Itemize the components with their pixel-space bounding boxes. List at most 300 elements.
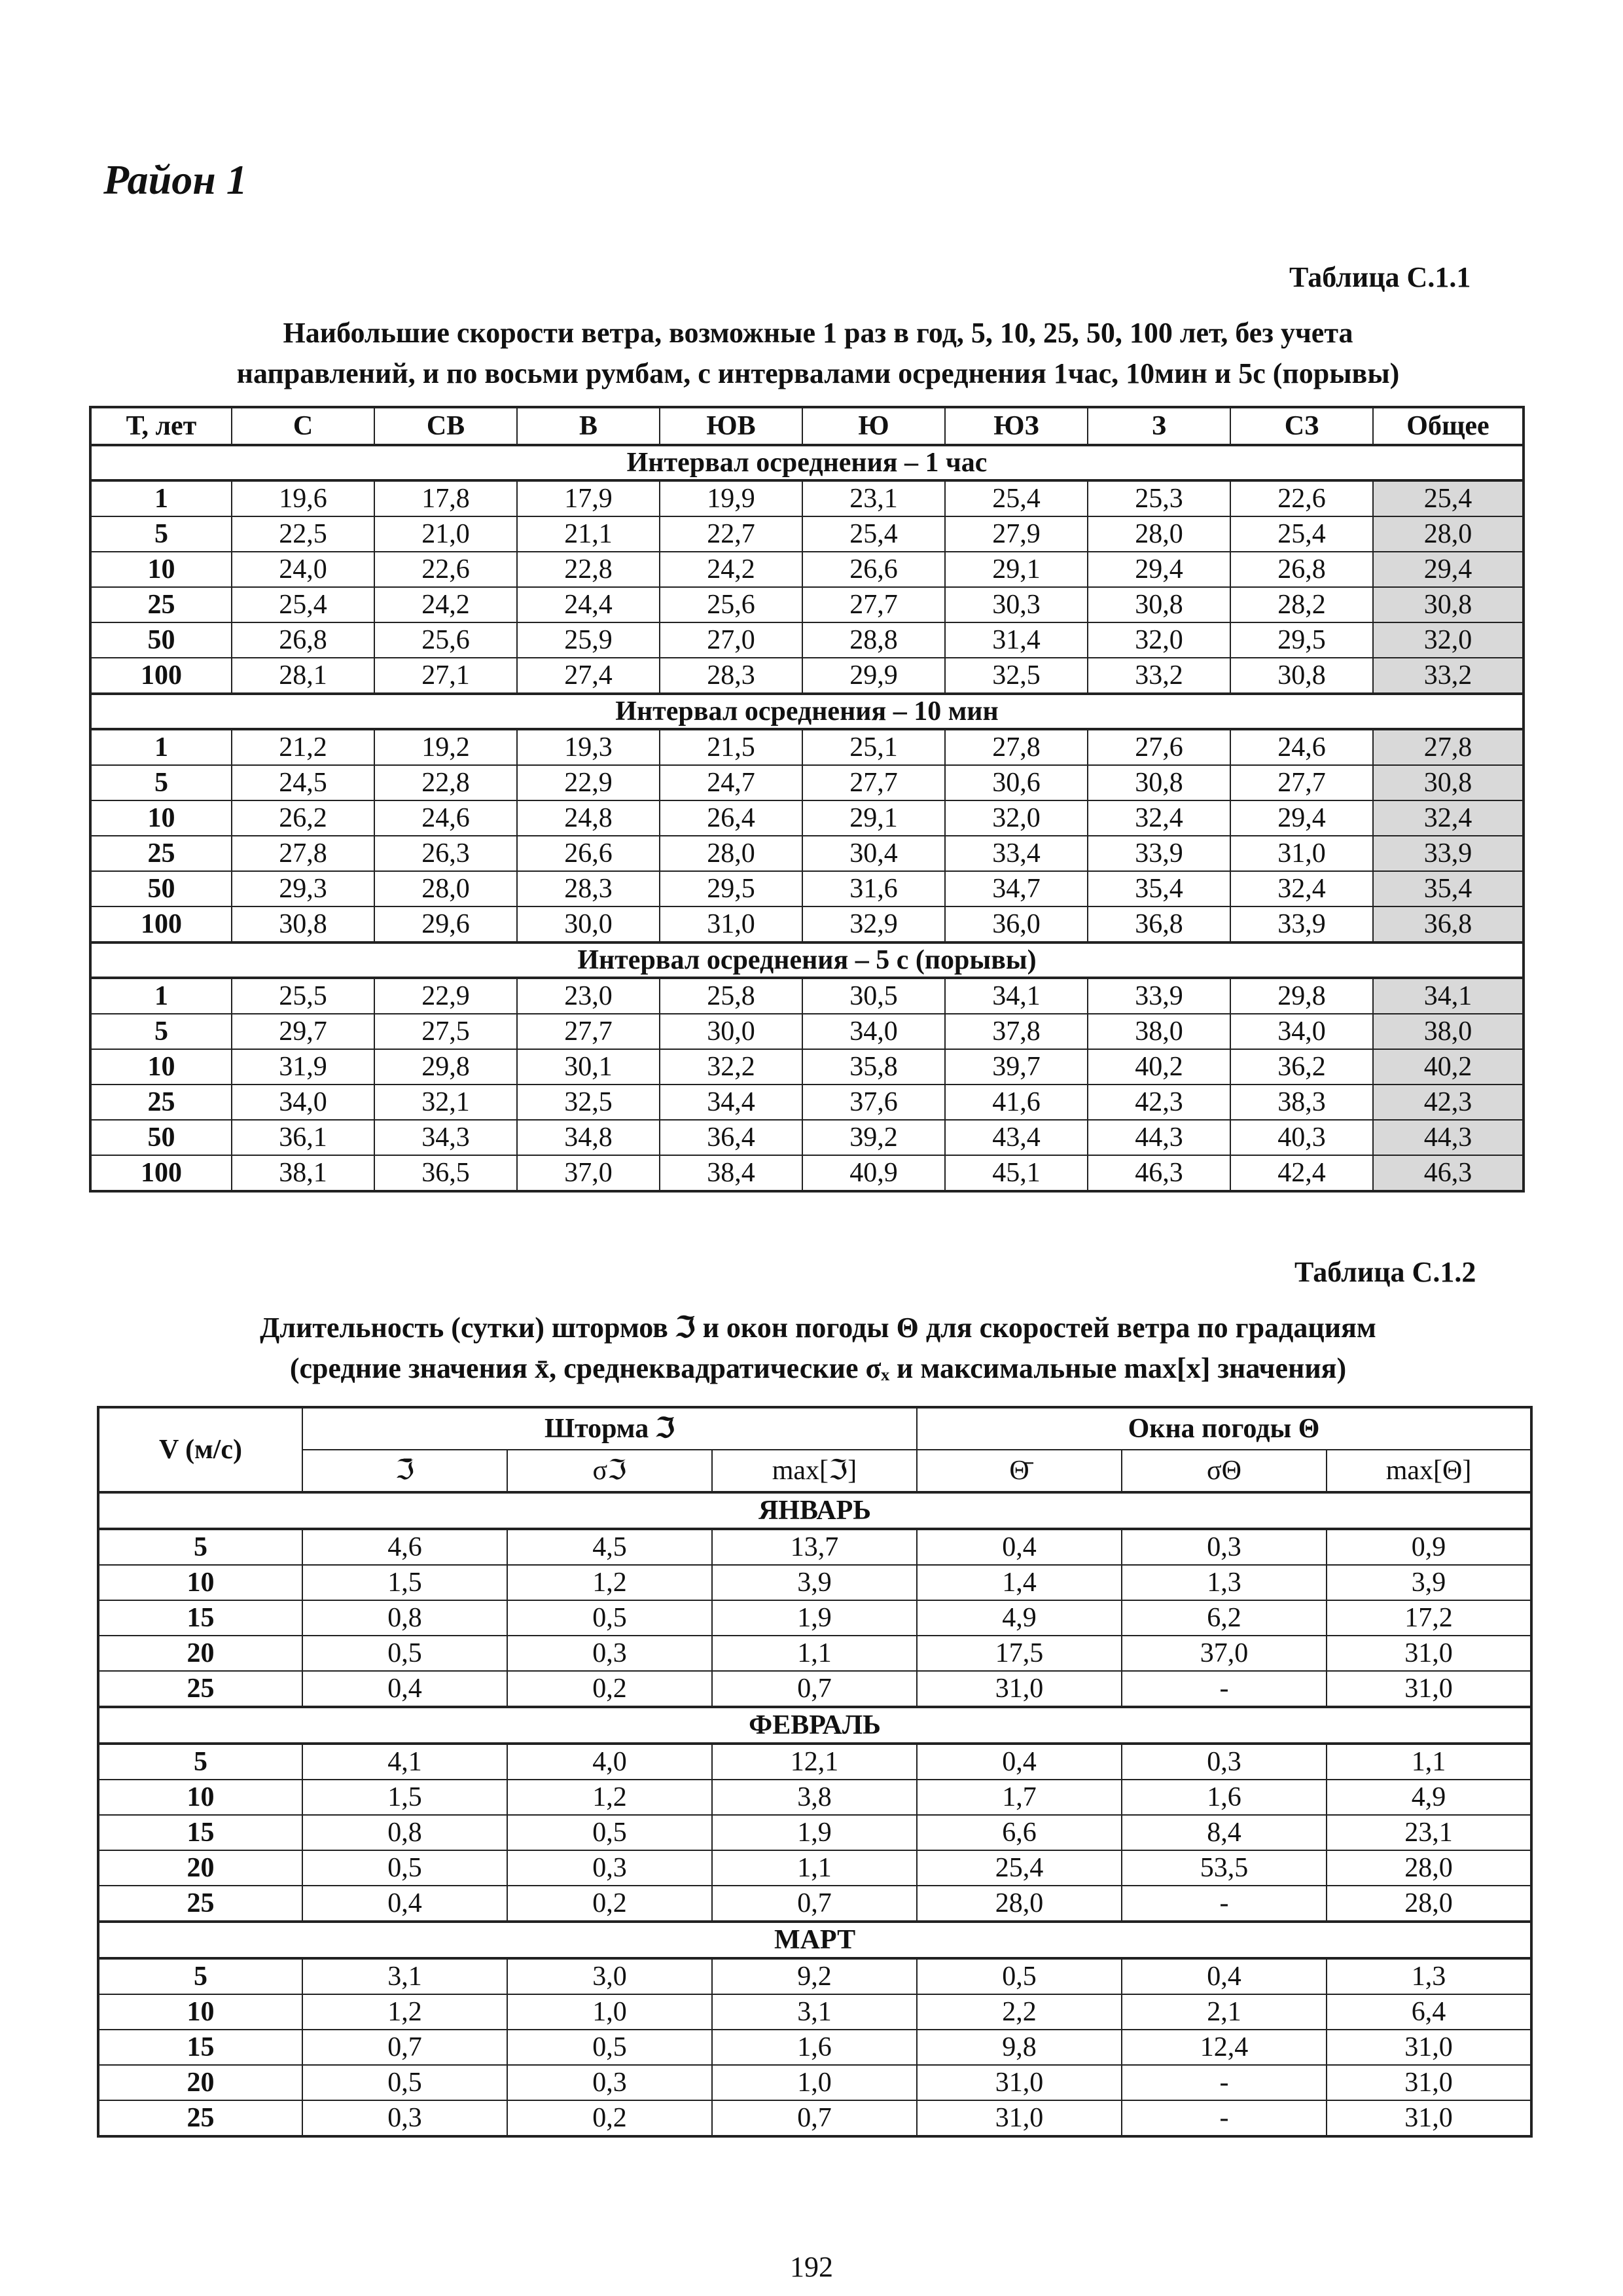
value-cell: 32,5 — [517, 1085, 660, 1120]
speed-cell: 15 — [98, 1815, 302, 1850]
speed-cell: 25 — [98, 1886, 302, 1922]
value-cell: 30,8 — [1088, 587, 1230, 622]
subheader: max[Θ] — [1327, 1450, 1531, 1492]
value-cell: 0,4 — [302, 1886, 507, 1922]
column-header: С — [232, 407, 374, 445]
table-row — [90, 480, 1524, 516]
value-cell: 40,9 — [802, 1155, 945, 1191]
value-cell: 33,9 — [1088, 836, 1230, 871]
value-cell: 34,0 — [232, 1085, 374, 1120]
value-cell: 29,9 — [802, 658, 945, 694]
table-row — [90, 729, 1524, 765]
period-cell: 25 — [90, 836, 232, 871]
value-cell: 1,6 — [1122, 1780, 1327, 1815]
speed-cell: 25 — [98, 2100, 302, 2136]
header-v: V (м/с) — [98, 1407, 302, 1492]
table-row — [90, 800, 1524, 836]
value-cell: 9,8 — [917, 2030, 1122, 2065]
period-cell: 50 — [90, 1120, 232, 1155]
value-cell: 32,1 — [374, 1085, 517, 1120]
value-cell: 0,5 — [917, 1958, 1122, 1994]
value-cell: 24,6 — [1230, 729, 1373, 765]
value-cell: 12,4 — [1122, 2030, 1327, 2065]
value-cell: 19,6 — [232, 480, 374, 516]
column-header: ЮВ — [660, 407, 802, 445]
period-cell: 5 — [90, 516, 232, 552]
value-cell: 39,2 — [802, 1120, 945, 1155]
period-cell: 10 — [90, 800, 232, 836]
value-cell: 35,4 — [1373, 871, 1524, 906]
value-cell: 30,0 — [660, 1014, 802, 1049]
value-cell: 22,5 — [232, 516, 374, 552]
page-number: 192 — [790, 2251, 833, 2283]
value-cell: 37,0 — [517, 1155, 660, 1191]
value-cell: 35,8 — [802, 1049, 945, 1085]
value-cell: 0,7 — [712, 2100, 917, 2136]
value-cell: 0,8 — [302, 1815, 507, 1850]
speed-cell: 15 — [98, 1600, 302, 1636]
month-row — [98, 1922, 1531, 1958]
value-cell: 0,5 — [302, 1636, 507, 1671]
value-cell: 40,3 — [1230, 1120, 1373, 1155]
value-cell: 31,0 — [1327, 2065, 1531, 2100]
value-cell: - — [1122, 1886, 1327, 1922]
month-title: ЯНВАРЬ — [98, 1492, 1531, 1529]
value-cell: 0,2 — [507, 2100, 712, 2136]
value-cell: 21,2 — [232, 729, 374, 765]
section-title: Интервал осреднения – 5 с (порывы) — [90, 942, 1524, 978]
value-cell: 39,7 — [945, 1049, 1088, 1085]
month-row — [98, 1707, 1531, 1744]
value-cell: 32,0 — [945, 800, 1088, 836]
table-row — [98, 1815, 1531, 1850]
value-cell: 4,1 — [302, 1744, 507, 1780]
value-cell: 26,8 — [1230, 552, 1373, 587]
table-row — [98, 1636, 1531, 1671]
value-cell: 33,9 — [1230, 906, 1373, 942]
value-cell: 32,5 — [945, 658, 1088, 694]
value-cell: 38,0 — [1088, 1014, 1230, 1049]
month-row — [98, 1492, 1531, 1529]
value-cell: 3,0 — [507, 1958, 712, 1994]
value-cell: 0,4 — [1122, 1958, 1327, 1994]
value-cell: 30,8 — [1373, 765, 1524, 800]
value-cell: 32,0 — [1088, 622, 1230, 658]
subheader: Θ̄ — [917, 1450, 1122, 1492]
value-cell: 25,4 — [1373, 480, 1524, 516]
value-cell: 27,7 — [1230, 765, 1373, 800]
value-cell: 40,2 — [1373, 1049, 1524, 1085]
value-cell: - — [1122, 2065, 1327, 2100]
value-cell: 31,0 — [1327, 1636, 1531, 1671]
value-cell: 0,5 — [302, 2065, 507, 2100]
column-header: Т, лет — [90, 407, 232, 445]
section-row — [90, 445, 1524, 480]
speed-cell: 20 — [98, 1636, 302, 1671]
value-cell: 34,0 — [802, 1014, 945, 1049]
column-header: ЮЗ — [945, 407, 1088, 445]
value-cell: 34,3 — [374, 1120, 517, 1155]
value-cell: 1,4 — [917, 1565, 1122, 1600]
value-cell: 28,0 — [374, 871, 517, 906]
period-cell: 1 — [90, 480, 232, 516]
value-cell: 19,9 — [660, 480, 802, 516]
value-cell: 33,9 — [1373, 836, 1524, 871]
value-cell: 25,5 — [232, 978, 374, 1014]
value-cell: 23,0 — [517, 978, 660, 1014]
value-cell: 2,1 — [1122, 1994, 1327, 2030]
table2-caption-line1: Длительность (сутки) штормов ℑ и окон погоды Θ для скоростей ветра по градациям — [260, 1312, 1376, 1344]
value-cell: 21,1 — [517, 516, 660, 552]
value-cell: 41,6 — [945, 1085, 1088, 1120]
period-cell: 25 — [90, 587, 232, 622]
value-cell: 0,7 — [712, 1671, 917, 1707]
speed-cell: 25 — [98, 1671, 302, 1707]
value-cell: 31,4 — [945, 622, 1088, 658]
value-cell: 1,1 — [1327, 1744, 1531, 1780]
period-cell: 25 — [90, 1085, 232, 1120]
value-cell: 29,4 — [1373, 552, 1524, 587]
section-title: Интервал осреднения – 1 час — [90, 445, 1524, 480]
speed-cell: 20 — [98, 1850, 302, 1886]
value-cell: 32,9 — [802, 906, 945, 942]
section-row — [90, 694, 1524, 729]
value-cell: 37,8 — [945, 1014, 1088, 1049]
value-cell: 30,8 — [1230, 658, 1373, 694]
value-cell: 36,5 — [374, 1155, 517, 1191]
value-cell: 0,2 — [507, 1886, 712, 1922]
column-header: Ю — [802, 407, 945, 445]
section-title: Интервал осреднения – 10 мин — [90, 694, 1524, 729]
value-cell: 25,6 — [660, 587, 802, 622]
table1-caption — [131, 313, 1505, 394]
value-cell: 0,5 — [507, 2030, 712, 2065]
value-cell: 46,3 — [1373, 1155, 1524, 1191]
value-cell: 25,9 — [517, 622, 660, 658]
value-cell: 32,4 — [1373, 800, 1524, 836]
value-cell: 0,4 — [917, 1529, 1122, 1565]
value-cell: 1,9 — [712, 1600, 917, 1636]
value-cell: 3,8 — [712, 1780, 917, 1815]
table-row — [98, 1565, 1531, 1600]
value-cell: 27,1 — [374, 658, 517, 694]
value-cell: 28,0 — [1327, 1886, 1531, 1922]
subheader: σℑ — [507, 1450, 712, 1492]
table-row — [98, 1529, 1531, 1565]
column-header: В — [517, 407, 660, 445]
value-cell: 24,4 — [517, 587, 660, 622]
header-weather-windows: Окна погоды Θ — [917, 1407, 1531, 1450]
table-row — [98, 1780, 1531, 1815]
value-cell: 25,4 — [917, 1850, 1122, 1886]
value-cell: 26,6 — [517, 836, 660, 871]
table1-label: Таблица С.1.1 — [1289, 261, 1471, 293]
value-cell: - — [1122, 2100, 1327, 2136]
value-cell: 37,6 — [802, 1085, 945, 1120]
value-cell: 31,0 — [1327, 2030, 1531, 2065]
value-cell: 0,3 — [1122, 1744, 1327, 1780]
value-cell: 31,0 — [917, 2100, 1122, 2136]
table-row — [98, 1744, 1531, 1780]
value-cell: 32,0 — [1373, 622, 1524, 658]
table2-caption-line2: (средние значения x̄, среднеквадратические σₓ и максимальные max[x] значения) — [289, 1352, 1347, 1384]
speed-cell: 10 — [98, 1994, 302, 2030]
value-cell: 22,8 — [517, 552, 660, 587]
table2-subheader-row — [98, 1450, 1531, 1492]
value-cell: 34,1 — [1373, 978, 1524, 1014]
value-cell: 26,6 — [802, 552, 945, 587]
value-cell: 0,7 — [302, 2030, 507, 2065]
table-row — [98, 1958, 1531, 1994]
value-cell: 38,3 — [1230, 1085, 1373, 1120]
value-cell: 27,8 — [1373, 729, 1524, 765]
value-cell: 31,0 — [917, 2065, 1122, 2100]
value-cell: 30,8 — [232, 906, 374, 942]
value-cell: 30,8 — [1373, 587, 1524, 622]
subheader: σΘ — [1122, 1450, 1327, 1492]
value-cell: 29,8 — [374, 1049, 517, 1085]
value-cell: 0,3 — [507, 1636, 712, 1671]
value-cell: 32,4 — [1088, 800, 1230, 836]
value-cell: 25,4 — [945, 480, 1088, 516]
value-cell: 4,9 — [1327, 1780, 1531, 1815]
value-cell: 1,0 — [507, 1994, 712, 2030]
value-cell: 22,6 — [374, 552, 517, 587]
value-cell: 1,7 — [917, 1780, 1122, 1815]
value-cell: 24,0 — [232, 552, 374, 587]
value-cell: 27,8 — [945, 729, 1088, 765]
value-cell: 46,3 — [1088, 1155, 1230, 1191]
table1-header-row — [90, 407, 1524, 445]
value-cell: 21,0 — [374, 516, 517, 552]
value-cell: 23,1 — [802, 480, 945, 516]
table2-caption — [131, 1308, 1505, 1389]
value-cell: 29,1 — [945, 552, 1088, 587]
period-cell: 1 — [90, 729, 232, 765]
speed-cell: 5 — [98, 1529, 302, 1565]
value-cell: 38,4 — [660, 1155, 802, 1191]
value-cell: 26,2 — [232, 800, 374, 836]
table-row — [98, 1994, 1531, 2030]
value-cell: 30,0 — [517, 906, 660, 942]
value-cell: 22,9 — [517, 765, 660, 800]
value-cell: 29,5 — [1230, 622, 1373, 658]
value-cell: 32,2 — [660, 1049, 802, 1085]
value-cell: 24,2 — [660, 552, 802, 587]
value-cell: 29,1 — [802, 800, 945, 836]
value-cell: 27,4 — [517, 658, 660, 694]
value-cell: 31,9 — [232, 1049, 374, 1085]
value-cell: 30,8 — [1088, 765, 1230, 800]
value-cell: 34,8 — [517, 1120, 660, 1155]
value-cell: 0,4 — [302, 1671, 507, 1707]
value-cell: 29,6 — [374, 906, 517, 942]
storm-duration-table — [97, 1406, 1533, 2138]
table2-label: Таблица С.1.2 — [1294, 1256, 1476, 1288]
value-cell: 6,4 — [1327, 1994, 1531, 2030]
speed-cell: 15 — [98, 2030, 302, 2065]
value-cell: 33,9 — [1088, 978, 1230, 1014]
value-cell: 0,2 — [507, 1671, 712, 1707]
period-cell: 10 — [90, 552, 232, 587]
wind-speed-table — [89, 406, 1525, 1193]
period-cell: 50 — [90, 622, 232, 658]
value-cell: 28,0 — [1373, 516, 1524, 552]
value-cell: 22,7 — [660, 516, 802, 552]
value-cell: 28,3 — [517, 871, 660, 906]
value-cell: 36,8 — [1088, 906, 1230, 942]
value-cell: 17,5 — [917, 1636, 1122, 1671]
value-cell: 3,9 — [1327, 1565, 1531, 1600]
value-cell: 42,3 — [1088, 1085, 1230, 1120]
value-cell: 0,3 — [507, 1850, 712, 1886]
value-cell: 0,3 — [1122, 1529, 1327, 1565]
table-row — [90, 658, 1524, 694]
value-cell: 2,2 — [917, 1994, 1122, 2030]
value-cell: 29,8 — [1230, 978, 1373, 1014]
value-cell: 3,1 — [712, 1994, 917, 2030]
period-cell: 10 — [90, 1049, 232, 1085]
value-cell: 40,2 — [1088, 1049, 1230, 1085]
value-cell: 27,7 — [517, 1014, 660, 1049]
value-cell: 24,2 — [374, 587, 517, 622]
value-cell: 45,1 — [945, 1155, 1088, 1191]
table-row — [90, 1049, 1524, 1085]
value-cell: 17,2 — [1327, 1600, 1531, 1636]
value-cell: 33,4 — [945, 836, 1088, 871]
value-cell: 33,2 — [1373, 658, 1524, 694]
value-cell: 0,4 — [917, 1744, 1122, 1780]
value-cell: 3,9 — [712, 1565, 917, 1600]
header-storms: Шторма ℑ — [302, 1407, 917, 1450]
value-cell: 30,3 — [945, 587, 1088, 622]
value-cell: 27,7 — [802, 587, 945, 622]
value-cell: 26,3 — [374, 836, 517, 871]
value-cell: 30,5 — [802, 978, 945, 1014]
value-cell: 35,4 — [1088, 871, 1230, 906]
value-cell: 28,0 — [1088, 516, 1230, 552]
value-cell: 29,3 — [232, 871, 374, 906]
value-cell: 4,6 — [302, 1529, 507, 1565]
value-cell: 0,5 — [302, 1850, 507, 1886]
value-cell: 42,3 — [1373, 1085, 1524, 1120]
table-row — [90, 765, 1524, 800]
value-cell: 25,4 — [802, 516, 945, 552]
value-cell: 28,0 — [917, 1886, 1122, 1922]
value-cell: 1,1 — [712, 1850, 917, 1886]
region-title: Район 1 — [103, 156, 247, 203]
table-row — [98, 2030, 1531, 2065]
value-cell: 44,3 — [1088, 1120, 1230, 1155]
value-cell: 1,1 — [712, 1636, 917, 1671]
value-cell: 28,8 — [802, 622, 945, 658]
table-row — [90, 906, 1524, 942]
value-cell: 1,5 — [302, 1565, 507, 1600]
table-row — [98, 1671, 1531, 1707]
value-cell: 42,4 — [1230, 1155, 1373, 1191]
value-cell: 27,5 — [374, 1014, 517, 1049]
value-cell: 38,1 — [232, 1155, 374, 1191]
table-row — [90, 978, 1524, 1014]
value-cell: 22,9 — [374, 978, 517, 1014]
value-cell: 1,3 — [1327, 1958, 1531, 1994]
value-cell: 44,3 — [1373, 1120, 1524, 1155]
value-cell: 21,5 — [660, 729, 802, 765]
value-cell: 26,8 — [232, 622, 374, 658]
value-cell: 25,8 — [660, 978, 802, 1014]
value-cell: 23,1 — [1327, 1815, 1531, 1850]
value-cell: 0,9 — [1327, 1529, 1531, 1565]
period-cell: 1 — [90, 978, 232, 1014]
speed-cell: 5 — [98, 1744, 302, 1780]
column-header: Общее — [1373, 407, 1524, 445]
period-cell: 5 — [90, 1014, 232, 1049]
period-cell: 50 — [90, 871, 232, 906]
value-cell: 30,1 — [517, 1049, 660, 1085]
month-title: МАРТ — [98, 1922, 1531, 1958]
table-row — [90, 1014, 1524, 1049]
value-cell: 27,0 — [660, 622, 802, 658]
value-cell: 3,1 — [302, 1958, 507, 1994]
value-cell: 28,2 — [1230, 587, 1373, 622]
value-cell: 28,0 — [660, 836, 802, 871]
value-cell: 26,4 — [660, 800, 802, 836]
value-cell: 19,2 — [374, 729, 517, 765]
value-cell: 36,4 — [660, 1120, 802, 1155]
value-cell: 1,5 — [302, 1780, 507, 1815]
section-row — [90, 942, 1524, 978]
table-row — [98, 1850, 1531, 1886]
table-row — [90, 836, 1524, 871]
value-cell: 31,0 — [1327, 1671, 1531, 1707]
table-row — [90, 587, 1524, 622]
value-cell: 28,0 — [1327, 1850, 1531, 1886]
table1-caption-line2: направлений, и по восьми румбам, с интервалами осреднения 1час, 10мин и 5с (порывы) — [236, 357, 1400, 389]
value-cell: 31,0 — [917, 1671, 1122, 1707]
period-cell: 100 — [90, 906, 232, 942]
table-row — [90, 622, 1524, 658]
table-row — [90, 552, 1524, 587]
value-cell: 34,1 — [945, 978, 1088, 1014]
value-cell: 33,2 — [1088, 658, 1230, 694]
table-row — [98, 1886, 1531, 1922]
value-cell: 36,8 — [1373, 906, 1524, 942]
speed-cell: 5 — [98, 1958, 302, 1994]
value-cell: 29,7 — [232, 1014, 374, 1049]
value-cell: 29,5 — [660, 871, 802, 906]
value-cell: 1,2 — [507, 1780, 712, 1815]
value-cell: 37,0 — [1122, 1636, 1327, 1671]
value-cell: 0,3 — [507, 2065, 712, 2100]
value-cell: 6,2 — [1122, 1600, 1327, 1636]
value-cell: 0,7 — [712, 1886, 917, 1922]
value-cell: 29,4 — [1088, 552, 1230, 587]
value-cell: 13,7 — [712, 1529, 917, 1565]
value-cell: 27,6 — [1088, 729, 1230, 765]
value-cell: 28,3 — [660, 658, 802, 694]
value-cell: 29,4 — [1230, 800, 1373, 836]
value-cell: 30,6 — [945, 765, 1088, 800]
value-cell: 31,0 — [1230, 836, 1373, 871]
value-cell: 1,2 — [302, 1994, 507, 2030]
value-cell: 1,3 — [1122, 1565, 1327, 1600]
value-cell: 31,0 — [660, 906, 802, 942]
table-row — [90, 1120, 1524, 1155]
value-cell: 31,0 — [1327, 2100, 1531, 2136]
value-cell: 36,2 — [1230, 1049, 1373, 1085]
speed-cell: 10 — [98, 1565, 302, 1600]
column-header: СЗ — [1230, 407, 1373, 445]
